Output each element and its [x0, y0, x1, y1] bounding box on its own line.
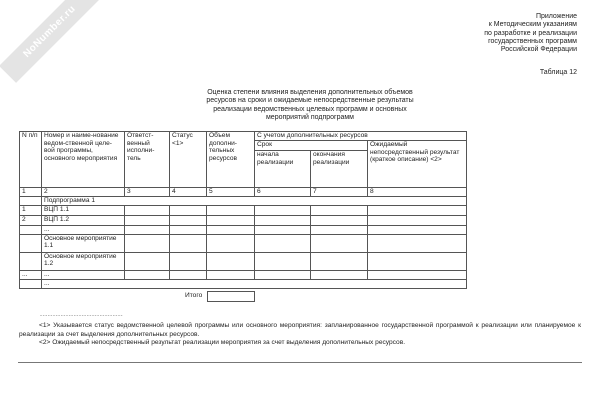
- cell: [368, 205, 467, 215]
- number-cell: 7: [311, 188, 368, 197]
- cell: [368, 252, 467, 270]
- cell: [170, 215, 207, 225]
- row-number: [20, 252, 42, 270]
- cell: [207, 215, 255, 225]
- cell: [255, 270, 311, 279]
- appendix-line: к Методическим указаниям: [488, 21, 577, 29]
- cell: [125, 234, 170, 252]
- table-row: [20, 225, 467, 234]
- appendix-line: государственных программ: [488, 37, 577, 45]
- cell: [207, 225, 255, 234]
- cell: [125, 252, 170, 270]
- header-cell: N п/п: [20, 132, 42, 188]
- appendix-line: по разработке и реализации: [484, 29, 577, 37]
- number-cell: 8: [368, 188, 467, 197]
- total-label: Итого: [185, 292, 203, 299]
- cell: [255, 234, 311, 252]
- cell: [255, 205, 311, 215]
- title-line: ресурсов на сроки и ожидаемые непосредственные результаты: [206, 97, 414, 105]
- cell: [255, 215, 311, 225]
- row-number: [20, 234, 42, 252]
- cell: [311, 205, 368, 215]
- cell: [311, 225, 368, 234]
- header-cell: Ответст-венный исполни-тель: [125, 132, 170, 188]
- number-cell: 5: [207, 188, 255, 197]
- bottom-divider: [18, 362, 582, 363]
- header-cell: Статус <1>: [170, 132, 207, 188]
- cell: [311, 234, 368, 252]
- cell: [311, 252, 368, 270]
- row-number: ...: [20, 270, 42, 279]
- cell: [311, 215, 368, 225]
- row-name: Основное мероприятие 1.2: [42, 252, 125, 270]
- number-cell: 4: [170, 188, 207, 197]
- cell: [207, 252, 255, 270]
- cell: [125, 225, 170, 234]
- number-cell: 1: [20, 188, 42, 197]
- header-cell: Ожидаемый непосредственный результат (краткое описание) <2>: [368, 141, 467, 188]
- cell: [368, 215, 467, 225]
- assessment-table: [19, 131, 467, 289]
- number-cell: 3: [125, 188, 170, 197]
- appendix-line: Приложение: [535, 13, 577, 20]
- cell: [170, 252, 207, 270]
- header-cell: начала реализации: [255, 151, 311, 188]
- cell: [207, 270, 255, 279]
- title-line: мероприятий подпрограмм: [265, 113, 354, 121]
- number-cell: 6: [255, 188, 311, 197]
- header-group-cell: С учетом дополнительных ресурсов: [255, 132, 467, 141]
- cell: [170, 270, 207, 279]
- title-line: Оценка степени влияния выделения дополнительных объемов: [207, 89, 413, 96]
- cell: [125, 270, 170, 279]
- empty-cell: [20, 196, 42, 205]
- cell: [255, 225, 311, 234]
- cell: [207, 205, 255, 215]
- watermark: NoNumber.ru: [0, 0, 101, 83]
- row-number: 2: [20, 215, 42, 225]
- footnote-2: <2> Ожидаемый непосредственный результат реализации мероприятия за счет выделения дополнительных ресурсов.: [39, 339, 406, 347]
- cell: [125, 215, 170, 225]
- cell: [368, 270, 467, 279]
- cell: [170, 205, 207, 215]
- appendix-header: [484, 13, 577, 54]
- header-cell: Объем дополни-тельных ресурсов: [207, 132, 255, 188]
- total-value-box: [207, 291, 255, 302]
- table-row: [20, 270, 467, 279]
- row-number: 1: [20, 205, 42, 215]
- row-name: ...: [42, 270, 125, 279]
- empty-cell: [20, 279, 42, 288]
- last-row-cell: ...: [42, 279, 467, 288]
- cell: [368, 225, 467, 234]
- table-row: [20, 234, 467, 252]
- row-name: ВЦП 1.2: [42, 215, 125, 225]
- table-row: [20, 215, 467, 225]
- cell: [207, 234, 255, 252]
- footnote-1: <1> Указывается статус ведомственной целевой программы или основного мероприятия: запланированное государственной программой к реализации или планируемое к реализации за счет выделения дополнительных ресурсов.: [19, 322, 581, 338]
- title-line: реализации ведомственных целевых программ и основных: [213, 105, 407, 113]
- table-number: Таблица 12: [539, 69, 577, 76]
- numbers-row: [20, 188, 467, 197]
- row-name: ВЦП 1.1: [42, 205, 125, 215]
- cell: [170, 225, 207, 234]
- number-cell: 2: [42, 188, 125, 197]
- page-title: [170, 89, 450, 122]
- cell: [255, 252, 311, 270]
- cell: [311, 270, 368, 279]
- row-name: Основное мероприятие 1.1: [42, 234, 125, 252]
- header-term-cell: Срок: [255, 141, 368, 151]
- cell: [368, 234, 467, 252]
- cell: [125, 205, 170, 215]
- table-row: [20, 205, 467, 215]
- cell: [170, 234, 207, 252]
- row-name: ...: [42, 225, 125, 234]
- footnote-separator: --------------------------------: [40, 313, 124, 319]
- row-number: [20, 225, 42, 234]
- footnotes: [19, 322, 581, 348]
- header-cell: окончания реализации: [311, 151, 368, 188]
- header-cell: Номер и наиме-нование ведом-ственной целе-вой программы, основного мероприятия: [42, 132, 125, 188]
- appendix-line: Российской Федерации: [500, 46, 577, 54]
- subprogram-cell: Подпрограмма 1: [42, 196, 467, 205]
- table-row: [20, 252, 467, 270]
